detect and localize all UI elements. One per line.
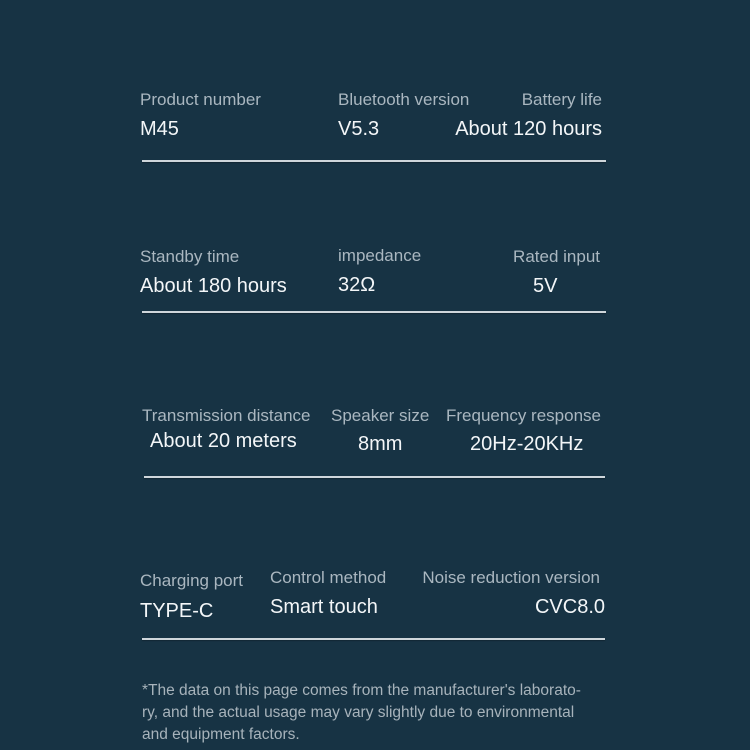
charging-port-label: Charging port	[140, 571, 244, 590]
bluetooth-version-label: Bluetooth version	[338, 90, 470, 109]
disclaimer-line-3: and equipment factors.	[142, 726, 300, 743]
impedance-label: impedance	[338, 246, 422, 265]
frequency-response-label: Frequency response	[446, 406, 601, 425]
noise-reduction-label: Noise reduction version	[422, 568, 600, 587]
transmission-distance-label: Transmission distance	[142, 406, 311, 425]
charging-port-value: TYPE-C	[140, 600, 214, 622]
control-method-label: Control method	[270, 568, 387, 587]
disclaimer-note	[142, 680, 612, 746]
rated-input-label: Rated input	[513, 247, 600, 266]
disclaimer-line-1: *The data on this page comes from the manufacturer's laborato-	[142, 682, 581, 699]
battery-life-value: About 120 hours	[455, 118, 602, 140]
disclaimer-line-2: ry, and the actual usage may vary slightly due to environmental	[142, 704, 575, 721]
rated-input-value: 5V	[533, 275, 558, 297]
frequency-response-value: 20Hz-20KHz	[470, 433, 584, 455]
transmission-distance-value: About 20 meters	[150, 430, 297, 452]
row4-divider	[142, 638, 605, 640]
control-method-value: Smart touch	[270, 596, 378, 618]
speaker-size-label: Speaker size	[331, 406, 430, 425]
bluetooth-version-value: V5.3	[338, 118, 380, 140]
impedance-value: 32Ω	[338, 274, 376, 296]
row3-divider	[144, 476, 605, 478]
battery-life-label: Battery life	[521, 90, 602, 109]
product-number-label: Product number	[140, 90, 261, 109]
standby-time-value: About 180 hours	[140, 275, 287, 297]
speaker-size-value: 8mm	[358, 433, 403, 455]
row1-divider	[142, 160, 606, 162]
row2-divider	[142, 311, 606, 313]
noise-reduction-value: CVC8.0	[534, 596, 605, 618]
product-number-value: M45	[140, 118, 179, 140]
standby-time-label: Standby time	[140, 247, 240, 266]
